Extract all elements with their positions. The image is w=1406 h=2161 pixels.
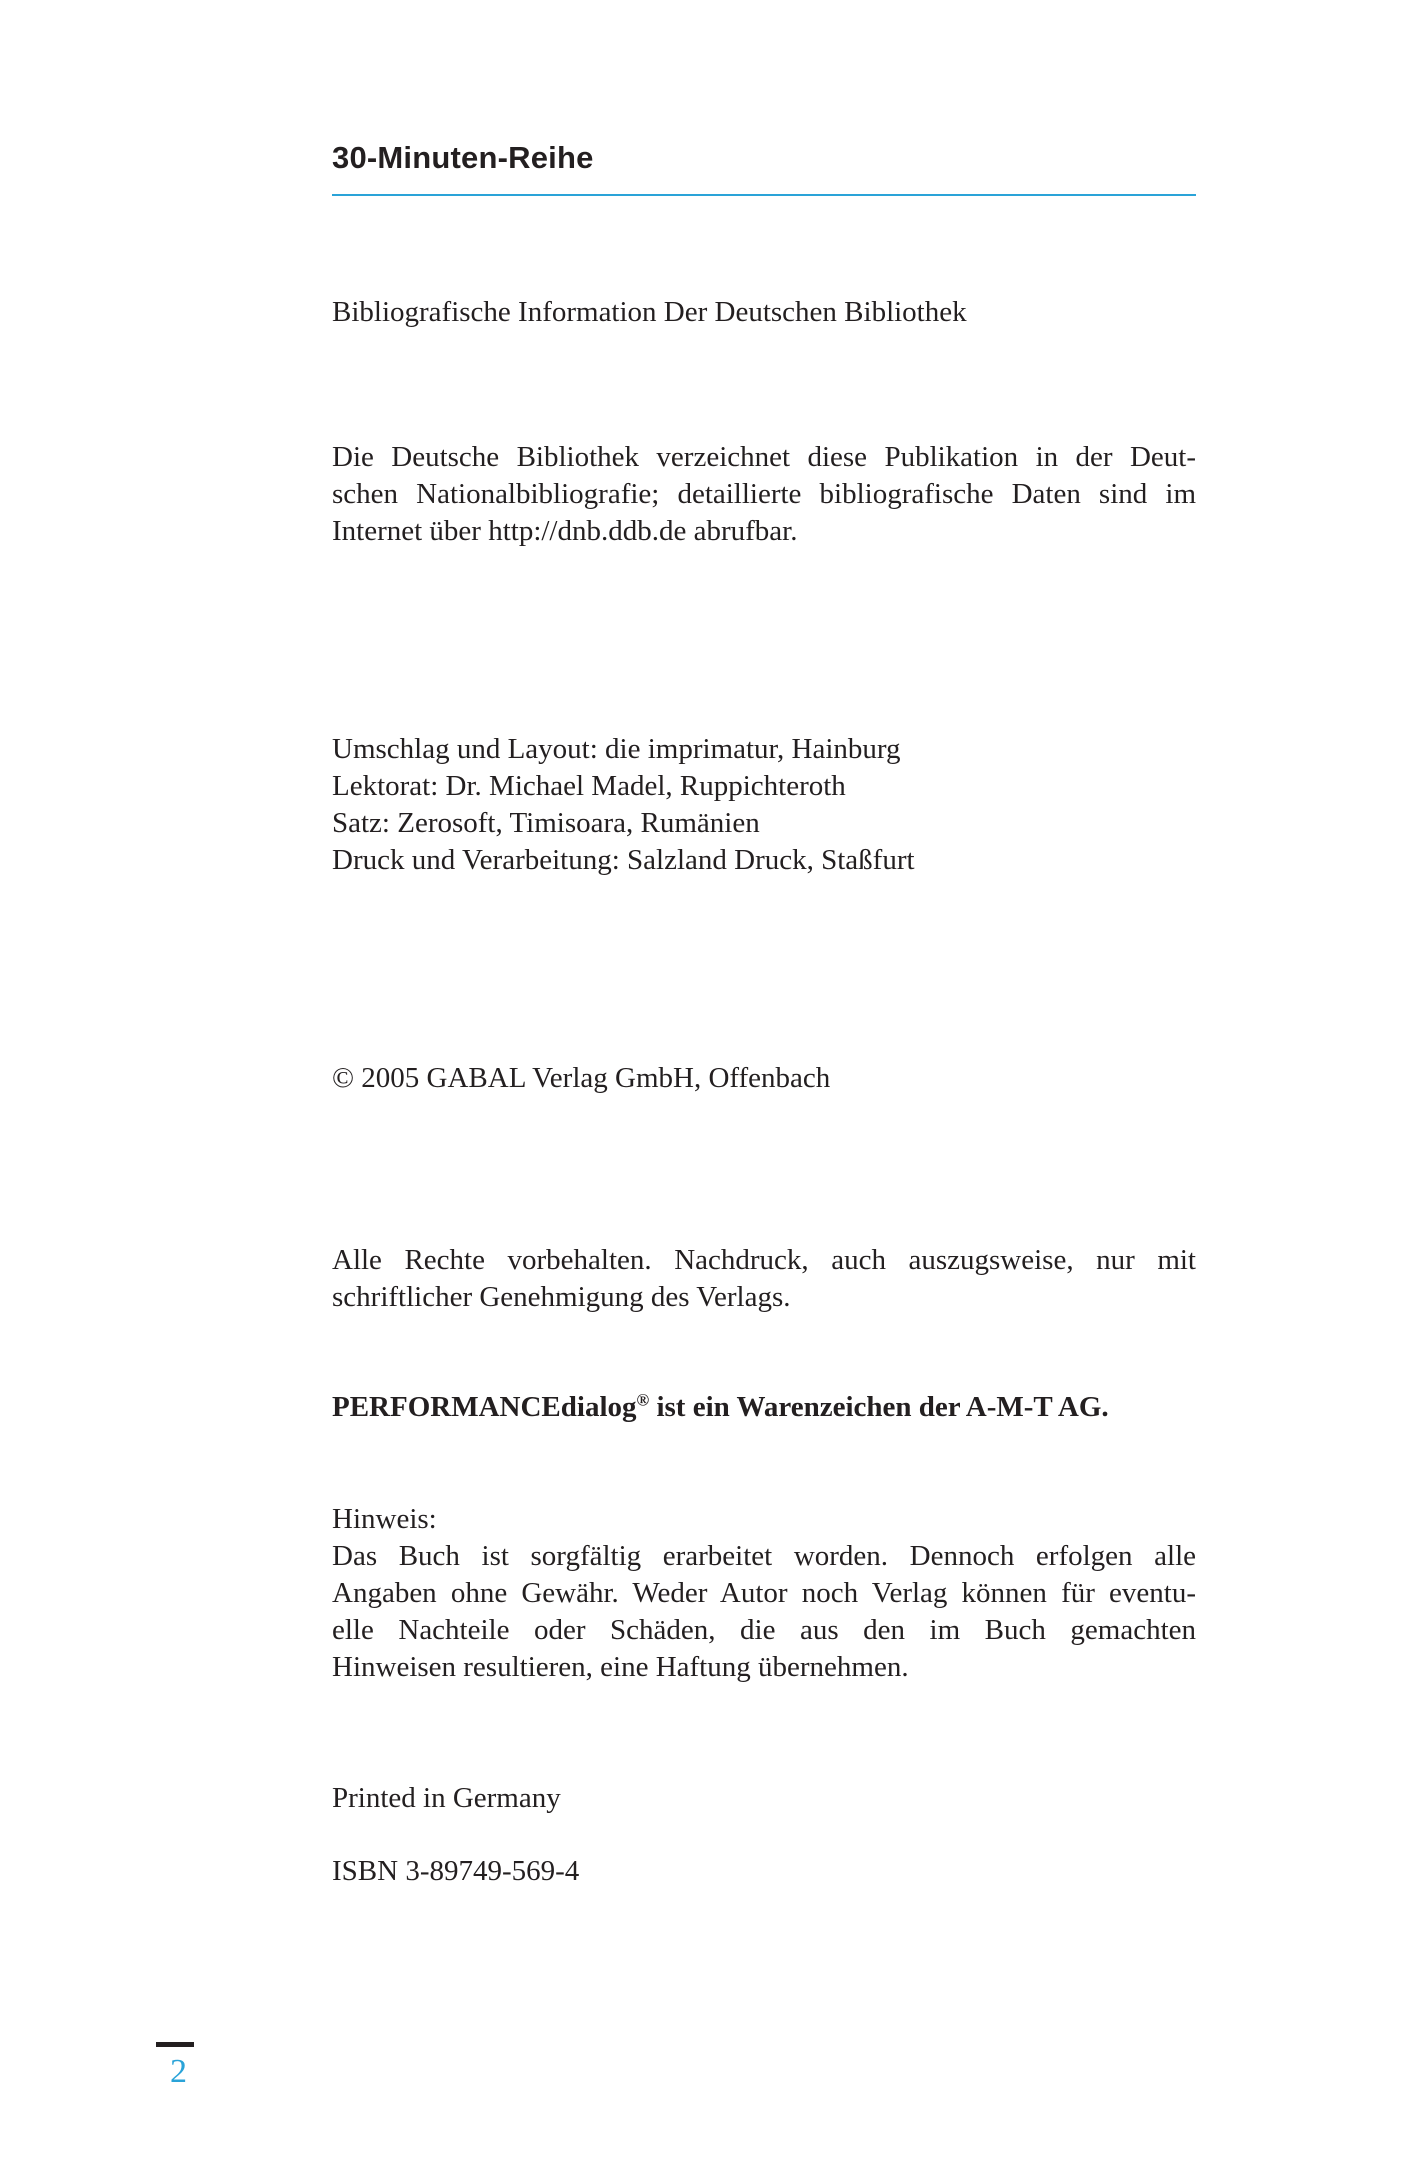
trademark-name: PERFORMANCEdialog (332, 1391, 637, 1423)
isbn (332, 1853, 1196, 1890)
series-title: 30-Minuten-Reihe (332, 140, 594, 175)
header-rule (332, 194, 1196, 196)
page-number: 2 (170, 2053, 187, 2090)
notice-block (332, 1501, 1196, 1686)
notice-line: Das Buch ist sorgfältig erarbeitet worden. Dennoch erfolgen alle (332, 1540, 1196, 1572)
credits-block (332, 731, 1196, 879)
bibliographic-line: schen Nationalbibliografie; detaillierte bibliografische Daten sind im (332, 478, 1196, 510)
notice-line: elle Nachteile oder Schäden, die aus den im Buch gemachten (332, 1614, 1196, 1646)
rights-line: Alle Rechte vorbehalten. Nachdruck, auch auszugsweise, nur mit (332, 1244, 1196, 1276)
bibliographic-paragraph (332, 439, 1196, 550)
page-number-bar (156, 2042, 194, 2047)
trademark-notice (332, 1389, 1196, 1426)
credit-printing: Druck und Verarbeitung: Salzland Druck, Staßfurt (332, 844, 915, 876)
trademark-line (332, 1389, 1196, 1426)
notice-label: Hinweis: (332, 1503, 437, 1535)
copyright-notice (332, 1060, 1196, 1097)
credit-cover-layout: Umschlag und Layout: die imprimatur, Hainburg (332, 733, 901, 765)
credit-editor: Lektorat: Dr. Michael Madel, Ruppichteroth (332, 770, 846, 802)
notice-line: Hinweisen resultieren, eine Haftung übernehmen. (332, 1651, 909, 1683)
bibliographic-heading-text: Bibliografische Information Der Deutschen Bibliothek (332, 296, 967, 328)
isbn-text: ISBN 3-89749-569-4 (332, 1855, 580, 1887)
notice-line: Angaben ohne Gewähr. Weder Autor noch Verlag können für eventu- (332, 1577, 1196, 1609)
registered-symbol: ® (636, 1390, 650, 1410)
printed-in (332, 1780, 1196, 1817)
rights-paragraph (332, 1242, 1196, 1316)
copyright-text: © 2005 GABAL Verlag GmbH, Offenbach (332, 1062, 831, 1094)
rights-line: schriftlicher Genehmigung des Verlags. (332, 1281, 791, 1313)
bibliographic-line: Die Deutsche Bibliothek verzeichnet diese Publikation in der Deut- (332, 441, 1196, 473)
bibliographic-line: Internet über http://dnb.ddb.de abrufbar. (332, 515, 798, 547)
bibliographic-heading (332, 294, 1196, 331)
credit-typesetting: Satz: Zerosoft, Timisoara, Rumänien (332, 807, 760, 839)
trademark-rest: ist ein Warenzeichen der A-M-T AG. (649, 1391, 1109, 1423)
printed-in-text: Printed in Germany (332, 1782, 561, 1814)
